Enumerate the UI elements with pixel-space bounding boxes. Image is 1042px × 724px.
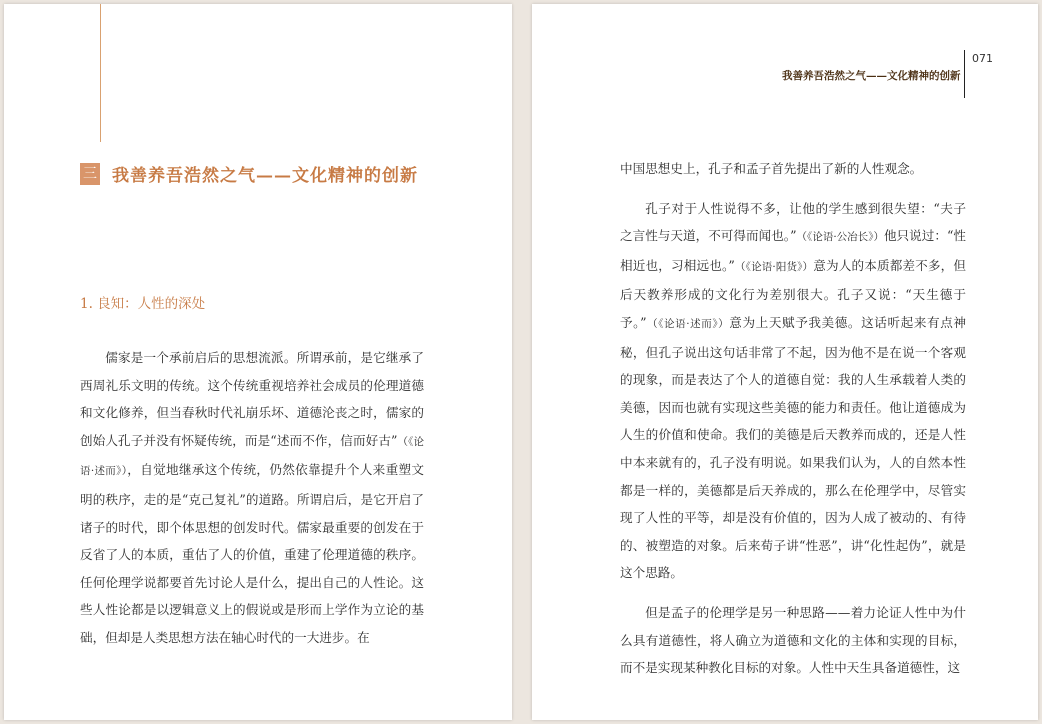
text-run: 他只说过：“性相近也，习相远也。” bbox=[620, 228, 966, 273]
left-body-text bbox=[80, 344, 424, 652]
text-run: 意为人的本质都差不多，但后天教养形成的文化行为差别很大。孔子又说：“天生德于予。” bbox=[620, 257, 967, 330]
chapter-rule bbox=[100, 4, 101, 142]
chapter-title: 我善养吾浩然之气——文化精神的创新 bbox=[112, 166, 418, 186]
text-run: ，自觉地继承这个传统，仍然依靠提升个人来重塑文明的秩序，走的是“克己复礼”的道路。所谓启后，是它开启了诸子的时代，即个体思想的创发时代。儒家最重要的创发在于反省了人的本质，重估了人的价值，重建了伦理道德的秩序。任何伦理学说都要首先讨论人是什么，提出自己的人性论。这些人性论都是以逻辑意义上的假说或是形而上学作为立论的基础，但却是人类思想方法在轴心时代的一大进步。在 bbox=[80, 462, 425, 645]
chapter-heading bbox=[80, 161, 418, 186]
text-run: 儒家是一个承前启后的思想流派。所谓承前，是它继承了西周礼乐文明的传统。这个传统重视培养社会成员的伦理道德和文化修养，但当春秋时代礼崩乐坏、道德沦丧之时，儒家的创始人孔子并没有怀疑传统，而是“述而不作，信而好古” bbox=[80, 350, 424, 448]
citation: （《论语·公冶长》） bbox=[796, 231, 884, 244]
body-paragraph bbox=[620, 195, 966, 587]
body-paragraph bbox=[80, 344, 424, 652]
section-title: 1. 良知：人性的深处 bbox=[80, 296, 206, 312]
right-body-text bbox=[620, 155, 966, 682]
right-page bbox=[532, 4, 1038, 720]
body-paragraph: 但是孟子的伦理学是另一种思路——着力论证人性中为什么具有道德性，将人确立为道德和文化的主体和实现的目标，而不是实现某种教化目标的对象。人性中天生具备道德性，这 bbox=[620, 604, 966, 676]
left-page bbox=[4, 4, 512, 720]
header-rule bbox=[964, 50, 965, 98]
citation: （《论语·述而》） bbox=[80, 435, 424, 478]
body-paragraph: 中国思想史上，孔子和孟子首先提出了新的人性观念。 bbox=[620, 161, 923, 176]
chapter-number-badge: 三 bbox=[80, 163, 100, 185]
text-run: 孔子对于人性说得不多，让他的学生感到很失望：“夫子之言性与天道，不可得而闻也。” bbox=[620, 200, 966, 244]
citation: （《论语·阳货》） bbox=[734, 260, 814, 273]
page-number: 071 bbox=[972, 52, 993, 65]
running-header: 我善养吾浩然之气——文化精神的创新 bbox=[782, 70, 961, 82]
text-run: 意为上天赋予我美德。这话听起来有点神秘，但孔子说出这句话非常了不起，因为他不是在说一个客观的现象，而是表达了个人的道德自觉：我的人生承载着人类的美德，因而也就有实现这些美德的能力和责任。他让道德成为人生的价值和使命。我们的美德是后天教养而成的，还是人性中本来就有的，孔子没有明说。如果我们认为，人的自然本性都是一样的，美德都是后天养成的，那么在伦理学中，尽管实现了人性的平等，却是没有价值的，因为人成了被动的、有待的、被塑造的对象。后来荀子讲“性恶”，讲“化性起伪”，就是这个思路。 bbox=[620, 314, 967, 581]
citation: （《论语·述而》） bbox=[646, 317, 730, 330]
